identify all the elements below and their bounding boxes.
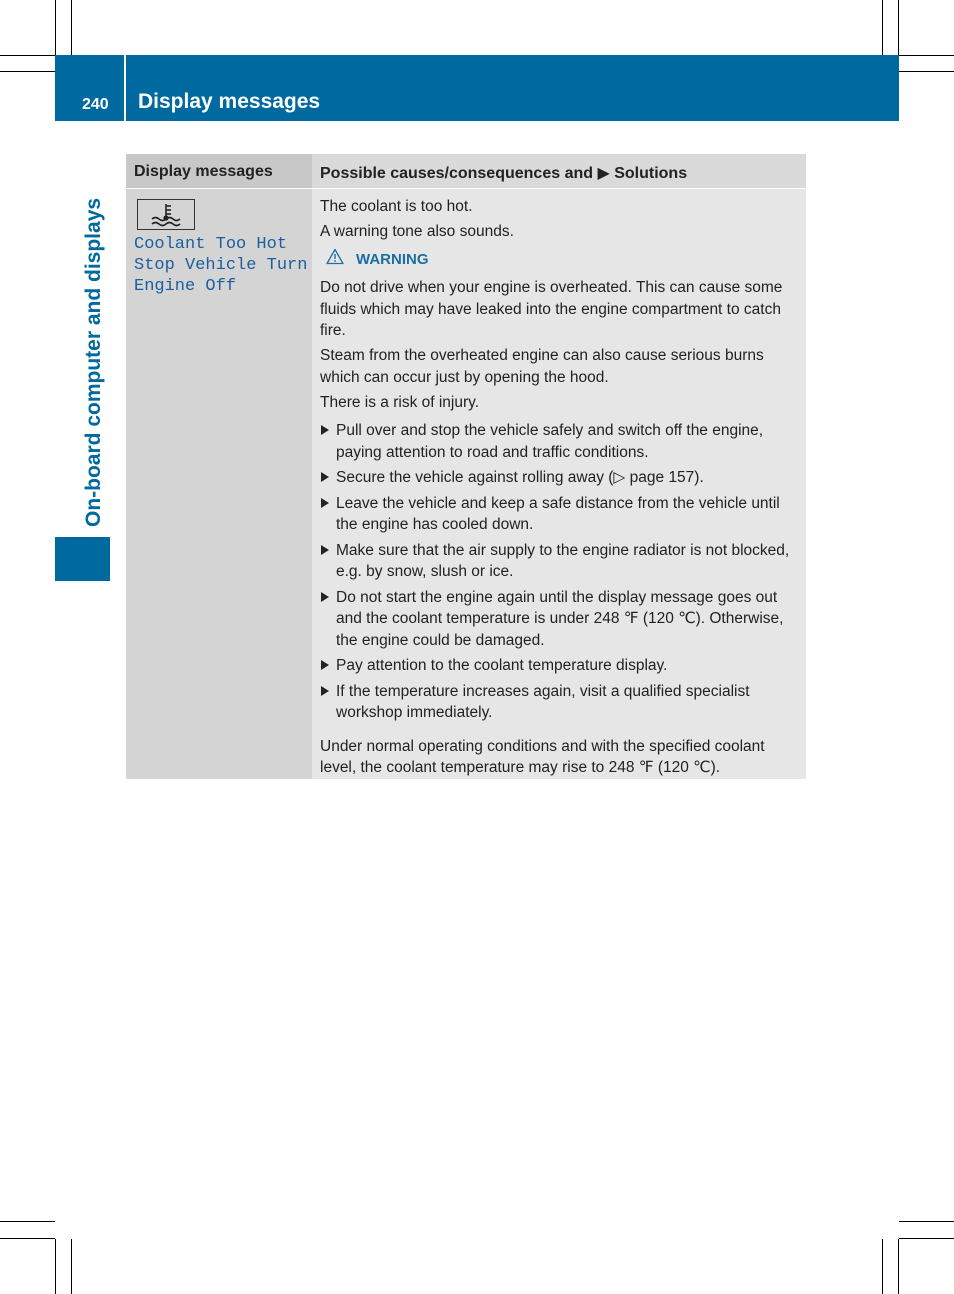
step-arrow-icon xyxy=(321,686,329,696)
crop-mark xyxy=(899,1238,954,1239)
cause-text: The coolant is too hot. xyxy=(320,198,473,215)
column-header-solutions: Possible causes/consequences and ▶ Solutions xyxy=(320,165,688,182)
step-text: Pull over and stop the vehicle safely and switch off the engine, paying attention to road and traffic conditions. xyxy=(336,422,764,461)
crop-mark xyxy=(899,55,954,56)
warning-label: WARNING xyxy=(356,250,429,268)
crop-mark xyxy=(0,55,55,56)
header-divider xyxy=(124,55,126,121)
step-arrow-icon xyxy=(321,472,329,482)
crop-mark xyxy=(898,0,899,55)
list-item xyxy=(320,587,802,652)
step-text: Secure the vehicle against rolling away (▷ page 157). xyxy=(336,469,704,486)
cause-text: A warning tone also sounds. xyxy=(320,223,514,240)
list-item xyxy=(320,467,802,489)
section-side-title: On-board computer and displays xyxy=(82,197,105,527)
list-item xyxy=(320,655,802,677)
page-number: 240 xyxy=(82,96,109,113)
crop-mark xyxy=(71,1239,72,1294)
solutions-content xyxy=(320,196,802,782)
list-item xyxy=(320,420,802,463)
crop-mark xyxy=(0,1221,55,1222)
crop-mark xyxy=(882,0,883,55)
list-item xyxy=(320,493,802,536)
step-text: If the temperature increases again, visit a qualified specialist workshop immediately. xyxy=(336,682,750,721)
warning-text: Do not drive when your engine is overheated. This can cause some fluids which may have leaked into the engine compartment to catch fire. xyxy=(320,279,783,339)
warning-heading xyxy=(326,248,802,272)
crop-mark xyxy=(55,0,56,55)
message-line: Stop Vehicle Turn xyxy=(134,256,308,275)
step-text: Make sure that the air supply to the engine radiator is not blocked, e.g. by snow, slush or ice. xyxy=(336,541,790,580)
crop-mark xyxy=(899,71,954,72)
section-side-tab xyxy=(55,537,110,581)
crop-mark xyxy=(899,1221,954,1222)
step-arrow-icon xyxy=(321,660,329,670)
note-text: Under normal operating conditions and with the specified coolant level, the coolant temperature may rise to 248 ℉ (120 ℃). xyxy=(320,737,765,776)
warning-text: Steam from the overheated engine can also cause serious burns which can occur just by opening the hood. xyxy=(320,347,764,386)
step-text: Do not start the engine again until the display message goes out and the coolant temperature is under 248 ℉ (120 ℃). Otherwise, the engine could be damaged. xyxy=(336,588,784,649)
message-line: Coolant Too Hot xyxy=(134,235,288,254)
list-item xyxy=(320,540,802,583)
display-message-text xyxy=(134,234,310,297)
crop-mark xyxy=(71,0,72,55)
step-arrow-icon xyxy=(321,592,329,602)
crop-mark xyxy=(0,1238,55,1239)
crop-mark xyxy=(55,1239,56,1294)
step-arrow-icon xyxy=(321,545,329,555)
warning-triangle-icon xyxy=(326,248,344,272)
solution-steps xyxy=(320,420,802,724)
step-arrow-icon xyxy=(321,498,329,508)
crop-mark xyxy=(882,1239,883,1294)
warning-text: There is a risk of injury. xyxy=(320,393,480,411)
step-text: Pay attention to the coolant temperature display. xyxy=(336,657,668,674)
step-arrow-icon xyxy=(321,425,329,435)
step-text: Leave the vehicle and keep a safe distance from the vehicle until the engine has cooled down. xyxy=(336,494,780,533)
message-line: Engine Off xyxy=(134,277,237,296)
column-header-display-messages: Display messages xyxy=(134,163,273,180)
crop-mark xyxy=(0,71,55,72)
list-item xyxy=(320,681,802,724)
coolant-temperature-icon xyxy=(137,199,195,230)
page-title: Display messages xyxy=(138,90,321,113)
crop-mark xyxy=(898,1239,899,1294)
